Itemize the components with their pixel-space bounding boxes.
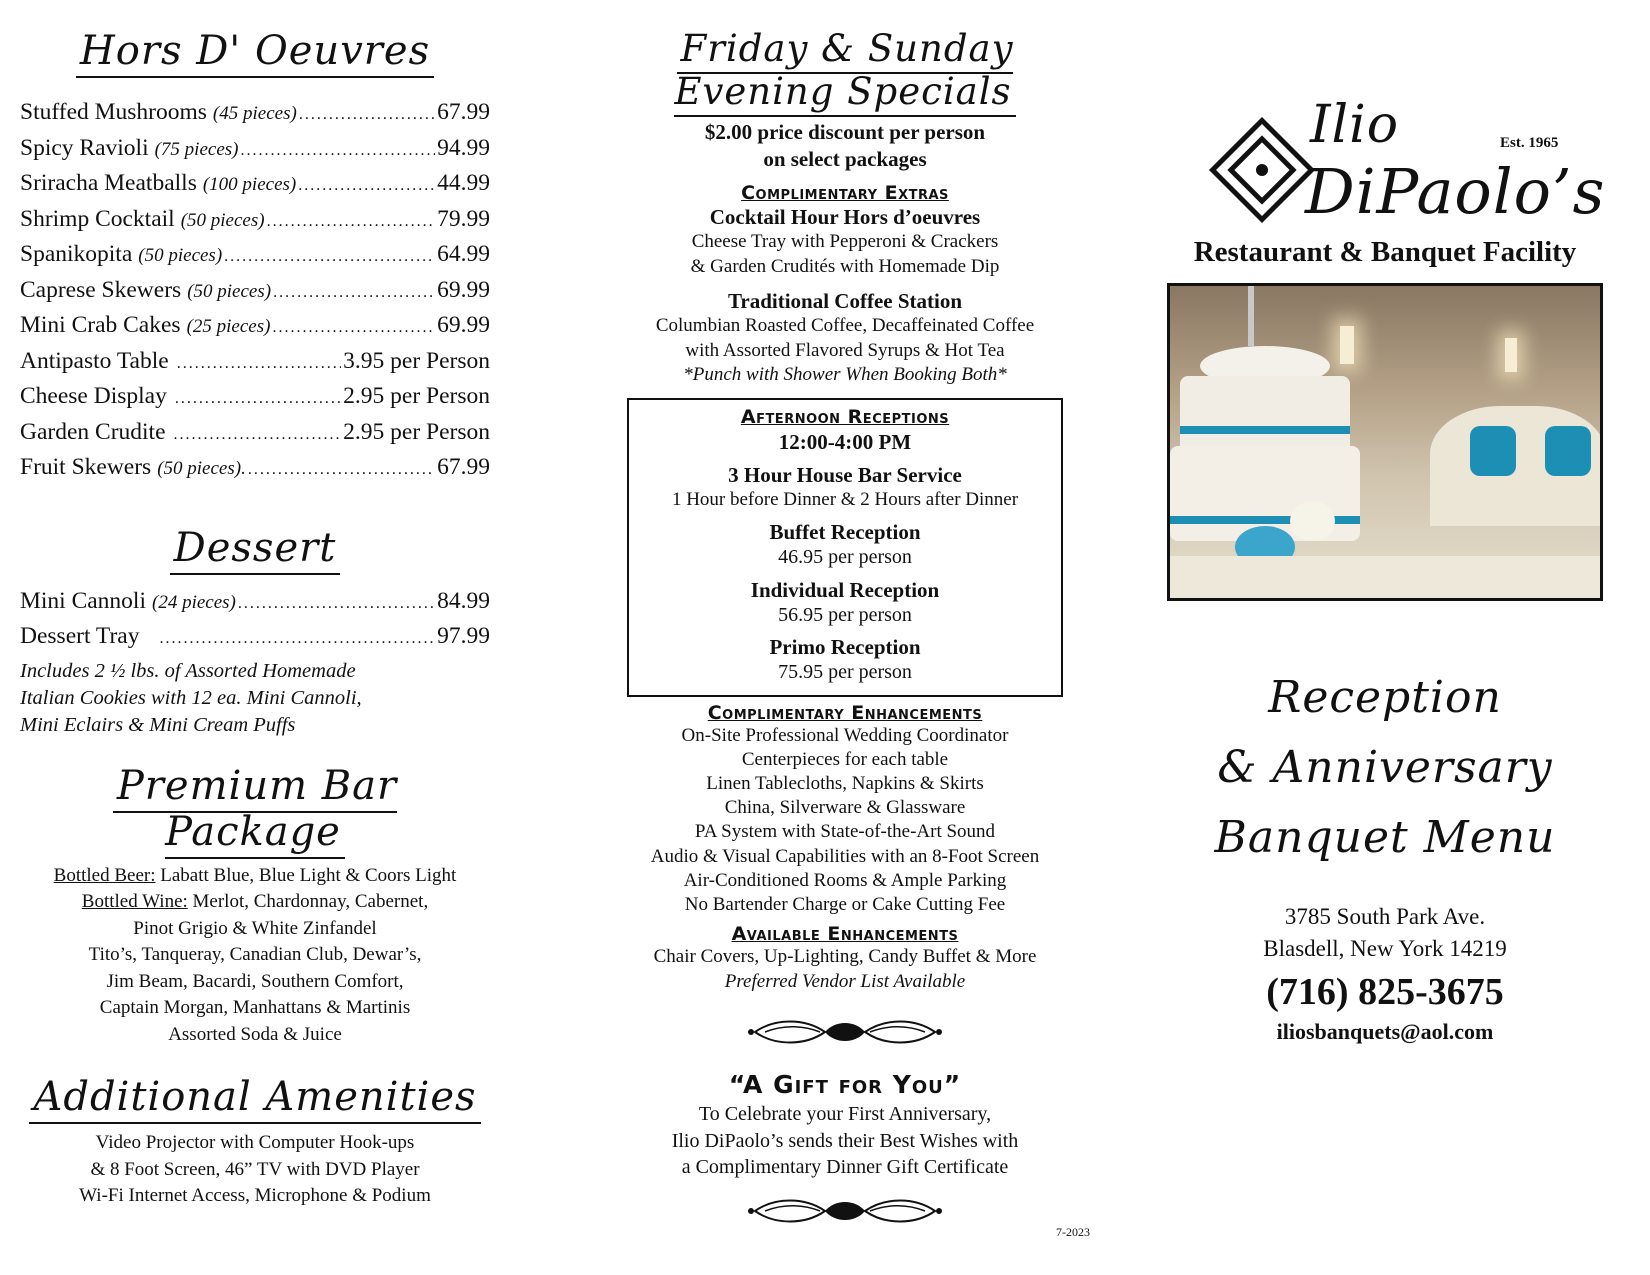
address: 3785 South Park Ave. Blasdell, New York 14219 [1263, 904, 1507, 961]
complimentary-enhancements-heading: Complimentary Enhancements [707, 701, 983, 724]
amenities-list: Video Projector with Computer Hook-ups & 8 Foot Screen, 46” TV with DVD Player Wi-Fi Internet Access, Microphone & Podium [79, 1132, 431, 1206]
specials-title: Friday & Sunday Evening Specials [600, 28, 1090, 113]
middle-panel [600, 0, 1090, 1239]
flourish-ornament-icon [745, 1014, 945, 1050]
cocktail-text: Cheese Tray with Pepperoni & Crackers & Garden Crudités with Homemade Dip [690, 231, 1000, 277]
cocktail-heading: Cocktail Hour Hors d’oeuvres [709, 205, 981, 230]
complimentary-extras-heading: Complimentary Extras [741, 182, 949, 205]
hors-doeuvres-list [20, 96, 490, 487]
coffee-heading: Traditional Coffee Station [727, 289, 963, 314]
right-panel [1155, 0, 1615, 1045]
menu-item: Stuffed Mushrooms (45 pieces) ..... 67.99 [20, 96, 490, 132]
dessert-title: Dessert [20, 525, 490, 571]
menu-item: Antipasto Table ..... 3.95 per Person [20, 345, 490, 381]
brand-logo [1155, 95, 1615, 240]
menu-item: Spanikopita (50 pieces) ..... 64.99 [20, 238, 490, 274]
cover-title-line: Banquet Menu [1214, 812, 1556, 863]
brand-subtitle: Restaurant & Banquet Facility [1193, 236, 1577, 268]
left-panel [20, 0, 490, 1210]
menu-item: Sriracha Meatballs (100 pieces) ..... 44.99 [20, 167, 490, 203]
buffet-reception: Buffet Reception [769, 520, 921, 545]
cover-title-line: Reception [1268, 672, 1502, 723]
menu-item: Mini Crab Cakes (25 pieces) ..... 69.99 [20, 309, 490, 345]
menu-item: Dessert Tray ..... 97.99 [20, 620, 490, 656]
banquet-photo [1167, 283, 1603, 601]
established-year: Est. 1965 [1500, 135, 1559, 151]
available-enhancements-heading: Available Enhancements [731, 923, 959, 946]
menu-item: Fruit Skewers (50 pieces). ..... 67.99 [20, 451, 490, 487]
available-enhancements-text: Chair Covers, Up-Lighting, Candy Buffet & More Preferred Vendor List Available [653, 946, 1037, 992]
afternoon-heading: Afternoon Receptions [740, 405, 950, 428]
version-code: 7-2023 [1056, 1225, 1090, 1239]
cover-title-line: & Anniversary [1217, 742, 1553, 793]
menu-item: Mini Cannoli (24 pieces) ..... 84.99 [20, 585, 490, 621]
brand-name-line2: DiPaolo’s [1305, 155, 1606, 228]
dessert-note: Includes 2 ½ lbs. of Assorted Homemade Italian Cookies with 12 ea. Mini Cannoli, Mini Eclairs & Mini Cream Puffs [20, 659, 362, 736]
buffet-price: 46.95 per person [778, 546, 912, 569]
flourish-ornament-icon [745, 1193, 945, 1229]
menu-item: Garden Crudite ..... 2.95 per Person [20, 416, 490, 452]
primo-price: 75.95 per person [778, 661, 912, 684]
diamond-logo-icon [1207, 115, 1317, 225]
premium-bar-list: Bottled Beer: Labatt Blue, Blue Light & Coors Light Bottled Wine: Merlot, Chardonnay, Cabernet, Pinot Grigio & White Zinfandel Tito’s, Tanqueray, Canadian Club, Dewar’s, Jim Beam, Bacardi, Southern Comfort, Captain Morgan, Manhattans & Martinis Assorted Soda & Juice [20, 863, 490, 1049]
coffee-text: Columbian Roasted Coffee, Decaffeinated Coffee with Assorted Flavored Syrups & Hot Tea *Punch with Shower When Booking Both* [655, 315, 1035, 386]
menu-item: Shrimp Cocktail (50 pieces) ..... 79.99 [20, 203, 490, 239]
amenities-title: Additional Amenities [20, 1074, 490, 1120]
premium-bar-title: Premium Bar Package [20, 763, 490, 855]
gift-text: To Celebrate your First Anniversary, Ilio DiPaolo’s sends their Best Wishes with a Complimentary Dinner Gift Certificate [671, 1103, 1019, 1179]
email-address[interactable]: iliosbanquets@aol.com [1276, 1019, 1494, 1044]
bar-service-heading: 3 Hour House Bar Service [728, 462, 962, 487]
bottled-beer-line: Bottled Beer: Labatt Blue, Blue Light & Coors Light [53, 864, 457, 886]
afternoon-time: 12:00-4:00 PM [778, 429, 912, 454]
primo-reception: Primo Reception [769, 635, 921, 660]
discount-text: $2.00 price discount per person on select packages [704, 120, 986, 172]
menu-item: Spicy Ravioli (75 pieces) ..... 94.99 [20, 132, 490, 168]
dessert-list [20, 585, 490, 656]
phone-number[interactable]: (716) 825-3675 [1266, 971, 1504, 1013]
cover-title [1155, 663, 1615, 873]
menu-item: Caprese Skewers (50 pieces) ..... 69.99 [20, 274, 490, 310]
individual-price: 56.95 per person [778, 603, 912, 626]
enhancements-list: On-Site Professional Wedding Coordinator Centerpieces for each table Linen Tablecloths, Napkins & Skirts China, Silverware & Glassware PA System with State-of-the-Art Sound Audio & Visual Capabilities with an 8-Foot Screen Air-Conditioned Rooms & Ample Parking No Bartender Charge or Cake Cutting Fee [650, 724, 1040, 916]
individual-reception: Individual Reception [750, 577, 940, 602]
hors-doeuvres-title: Hors D' Oeuvres [20, 28, 490, 74]
bar-service-text: 1 Hour before Dinner & 2 Hours after Dinner [671, 488, 1019, 510]
gift-heading: “A Gift for You” [728, 1070, 962, 1100]
menu-item: Cheese Display ..... 2.95 per Person [20, 380, 490, 416]
brand-name-line1: Ilio [1310, 95, 1400, 155]
bottled-wine-line: Bottled Wine: Merlot, Chardonnay, Cabernet, [81, 891, 429, 912]
afternoon-receptions-box [627, 398, 1063, 697]
